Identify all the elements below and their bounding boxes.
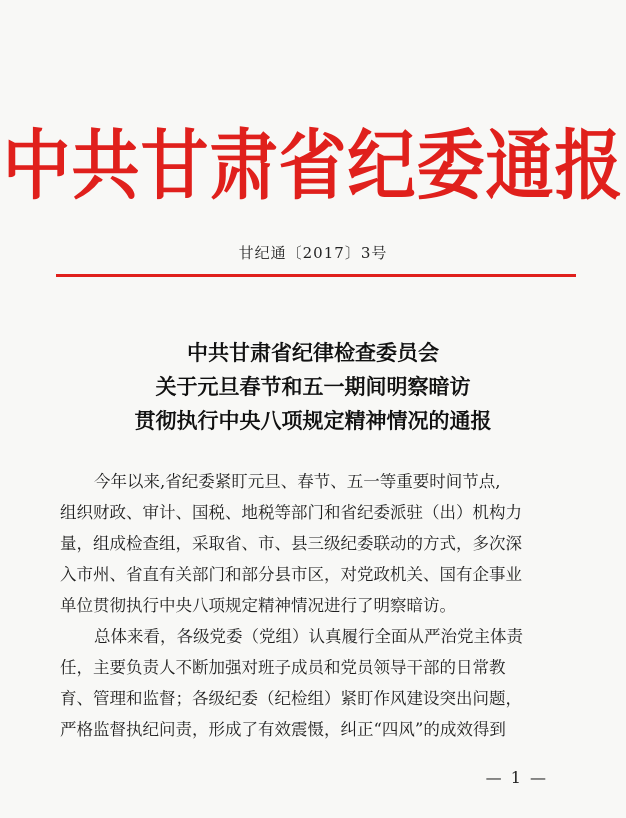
page-number: — 1 — bbox=[485, 768, 548, 787]
paragraph-1-line-4: 入市州、省直有关部门和部分县市区，对党政机关、国有企事业 bbox=[60, 565, 522, 584]
document-number: 甘纪通〔2017〕3号 bbox=[238, 244, 388, 262]
red-divider-line bbox=[56, 274, 576, 277]
title-line-2: 关于元旦春节和五一期间明察暗访 bbox=[155, 374, 471, 399]
body-text bbox=[60, 466, 570, 745]
paragraph-2-line-3: 育、管理和监督；各级纪委（纪检组）紧盯作风建设突出问题， bbox=[60, 689, 522, 708]
notice-title bbox=[0, 336, 626, 438]
paragraph-2-line-2: 任，主要负责人不断加强对班子成员和党员领导干部的日常教 bbox=[60, 658, 506, 677]
paragraph-1-line-3: 量，组成检查组，采取省、市、县三级纪委联动的方式，多次深 bbox=[60, 534, 522, 553]
paragraph-1-line-1: 今年以来,省纪委紧盯元旦、春节、五一等重要时间节点, bbox=[94, 472, 501, 491]
paragraph-2-line-1: 总体来看，各级党委（党组）认真履行全面从严治党主体责 bbox=[94, 627, 523, 646]
paragraph-1-line-5: 单位贯彻执行中央八项规定精神情况进行了明察暗访。 bbox=[60, 596, 456, 615]
title-line-1: 中共甘肃省纪律检查委员会 bbox=[187, 340, 439, 365]
title-line-3: 贯彻执行中央八项规定精神情况的通报 bbox=[134, 408, 492, 433]
paragraph-1-line-2: 组织财政、审计、国税、地税等部门和省纪委派驻（出）机构力 bbox=[60, 503, 522, 522]
masthead-title: 中共甘肃省纪委通报 bbox=[2, 122, 624, 211]
paragraph-2-line-4: 严格监督执纪问责，形成了有效震慑，纠正“四风”的成效得到 bbox=[60, 720, 506, 739]
